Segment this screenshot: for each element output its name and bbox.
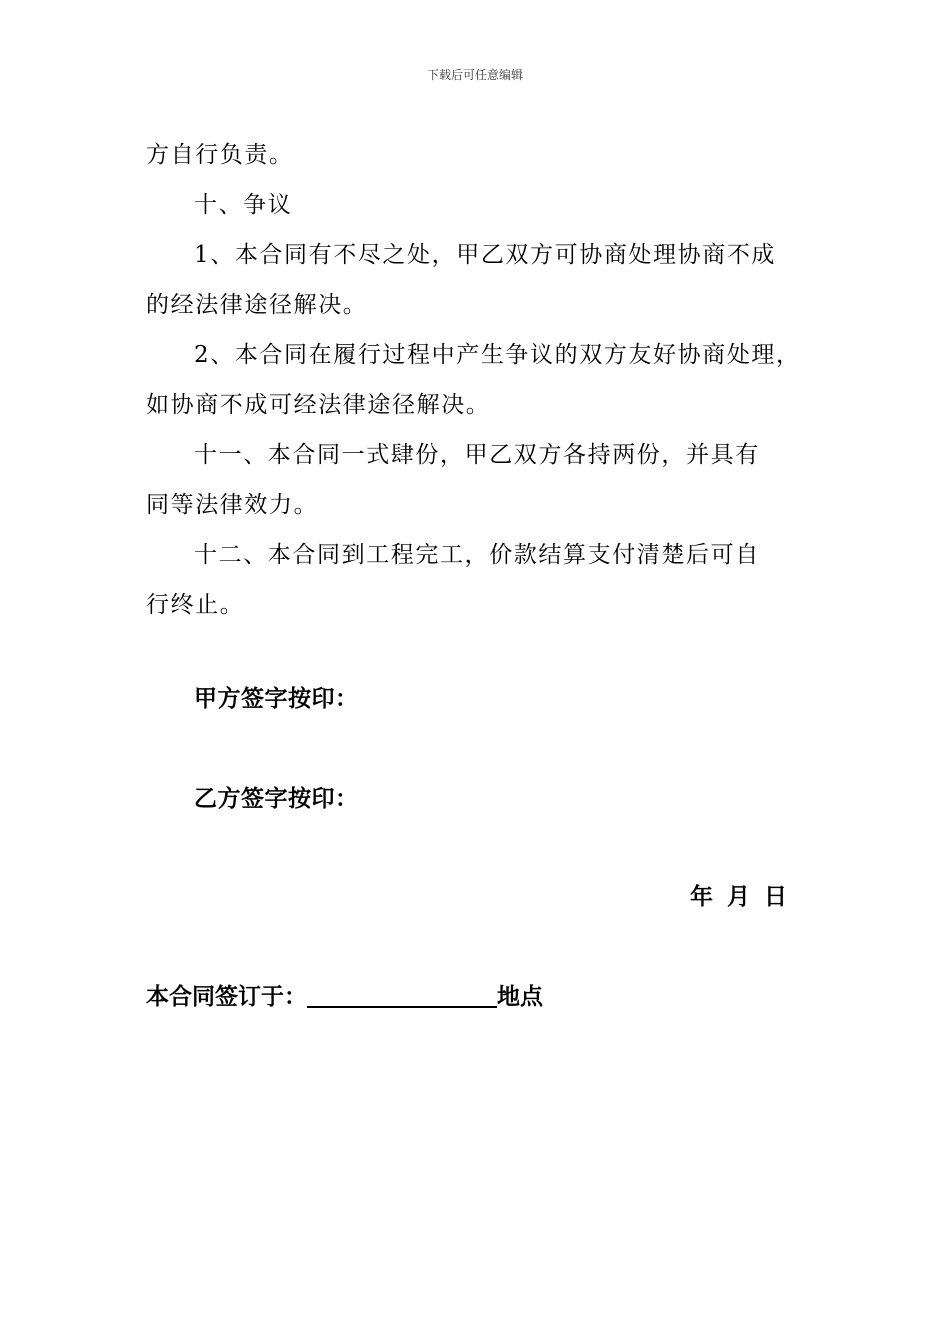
year-label: 年 (690, 884, 713, 910)
page-header: 下载后可任意编辑 (426, 68, 523, 82)
signing-place (146, 978, 543, 1011)
paragraph-line: 同等法律效力。 (146, 492, 319, 518)
place-suffix: 地点 (497, 984, 543, 1010)
paragraph-line: 如协商不成可经法律途径解决。 (146, 392, 491, 418)
party-b-signature-label: 乙方签字按印： (194, 786, 359, 812)
place-blank-field (307, 984, 497, 1008)
contract-body (146, 130, 820, 630)
date-line (690, 878, 801, 911)
paragraph-line: 的经法律途径解决。 (146, 292, 368, 318)
place-prefix: 本合同签订于： (146, 984, 307, 1010)
day-label: 日 (764, 884, 787, 910)
section-heading-dispute: 十、争议 (194, 192, 293, 218)
month-label: 月 (727, 884, 750, 910)
party-a-signature-label: 甲方签字按印： (194, 686, 359, 712)
paragraph-line: 十二、本合同到工程完工，价款结算支付清楚后可自 (194, 542, 760, 568)
paragraph-line: 十一、本合同一式肆份，甲乙双方各持两份，并具有 (194, 442, 760, 468)
paragraph-line: 1、本合同有不尽之处，甲乙双方可协商处理协商不成 (194, 242, 777, 268)
paragraph-line: 行终止。 (146, 592, 245, 618)
paragraph-line: 方自行负责。 (146, 142, 294, 168)
paragraph-line: 2、本合同在履行过程中产生争议的双方友好协商处理， (194, 342, 801, 368)
